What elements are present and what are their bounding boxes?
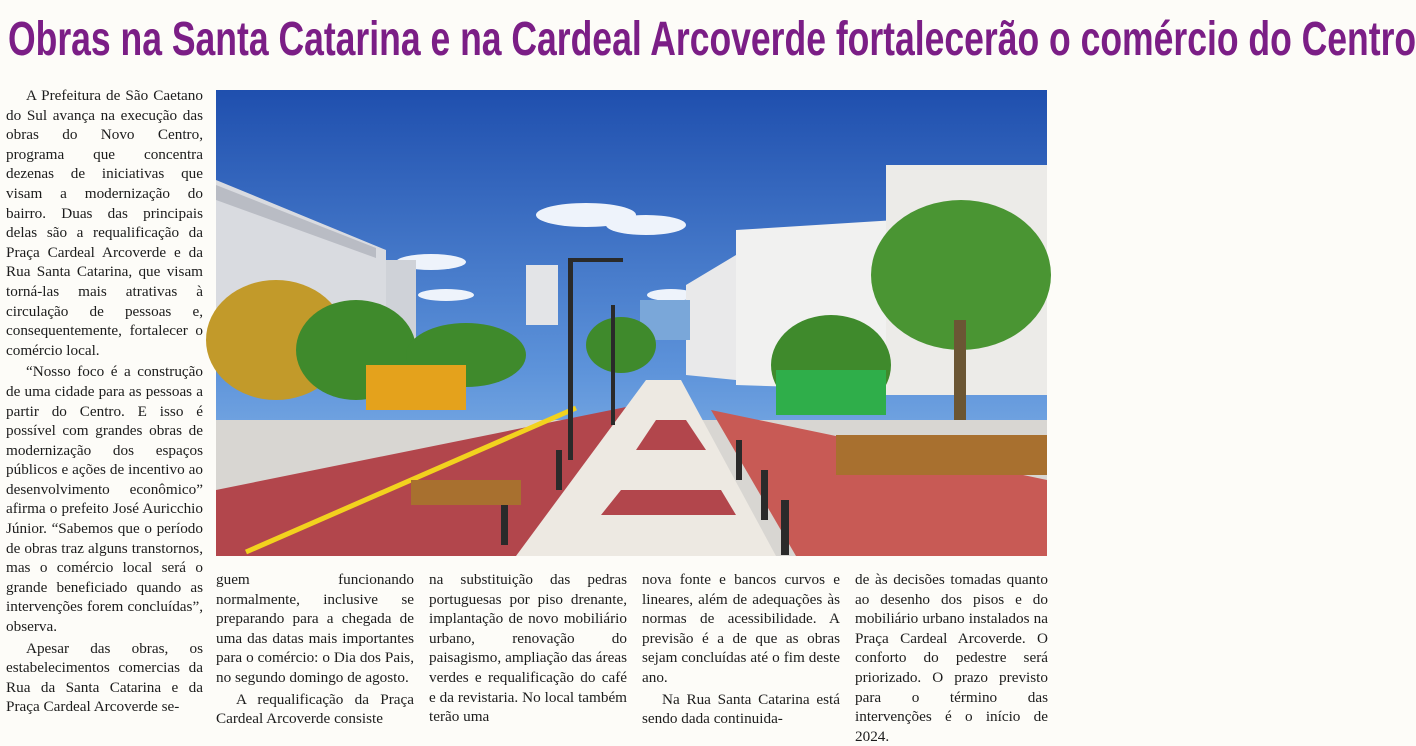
- paragraph: “Nosso foco é a construção de uma cidade para as pessoas a partir do Centro. E isso é possível com grandes obras de modernização dos espaços públicos e ações de incentivo ao desenvolvimento econômico” afirma o prefeito José Auricchio Júnior. “Sabemos que o período de obras traz alguns transtornos, mas o comércio local será o grande beneficiado quando as intervenções forem concluídas”, observa.: [6, 363, 203, 636]
- paragraph: Na Rua Santa Catarina está sendo dada continuida-: [642, 690, 840, 728]
- street-rendering: [216, 90, 1047, 556]
- paragraph: A Prefeitura de São Caetano do Sul avança na execução das obras do Novo Centro, programa que concentra dezenas de iniciativas que visam a modernização do bairro. Duas das principais delas são a requalificação da Praça Cardeal Arcoverde e da Rua Santa Catarina, que visam torná-las mais atrativas à circulação de pessoas e, consequentemente, fortalecer o comércio local.: [6, 87, 203, 359]
- article-column-5: [855, 570, 1048, 746]
- paragraph: de às decisões tomadas quanto ao desenho dos pisos e do mobiliário urbano instalados na Praça Cardeal Arcoverde. O conforto do pedestre será priorizado. O prazo previsto para o término das intervenções é o início de 2024.: [855, 571, 1048, 745]
- paragraph: A requalificação da Praça Cardeal Arcoverde consiste: [216, 690, 414, 728]
- paragraph: Apesar das obras, os estabelecimentos comercias da Rua da Santa Catarina e da Praça Cardeal Arcoverde se-: [6, 639, 203, 716]
- paragraph: na substituição das pedras portuguesas por piso drenante, implantação de novo mobiliário urbano, renovação do paisagismo, ampliação das áreas verdes e requalificação do café e da revistaria. No local também terão uma: [429, 571, 627, 726]
- article-column-4: [642, 570, 840, 729]
- article-photo: [216, 90, 1047, 556]
- paragraph: guem funcionando normalmente, inclusive se preparando para a chegada de uma das datas mais importantes para o comércio: o Dia dos Pais, no segundo domingo de agosto.: [216, 571, 414, 686]
- article-column-2: [216, 570, 414, 729]
- article-column-1: [6, 86, 203, 717]
- headline: Obras na Santa Catarina e na Cardeal Arcoverde fortalecerão o comércio do Centro: [8, 13, 1416, 66]
- paragraph: nova fonte e bancos curvos e lineares, além de adequações às normas de acessibilidade. A previsão é a de que as obras sejam concluídas até o fim deste ano.: [642, 571, 840, 686]
- article-column-3: [429, 570, 627, 727]
